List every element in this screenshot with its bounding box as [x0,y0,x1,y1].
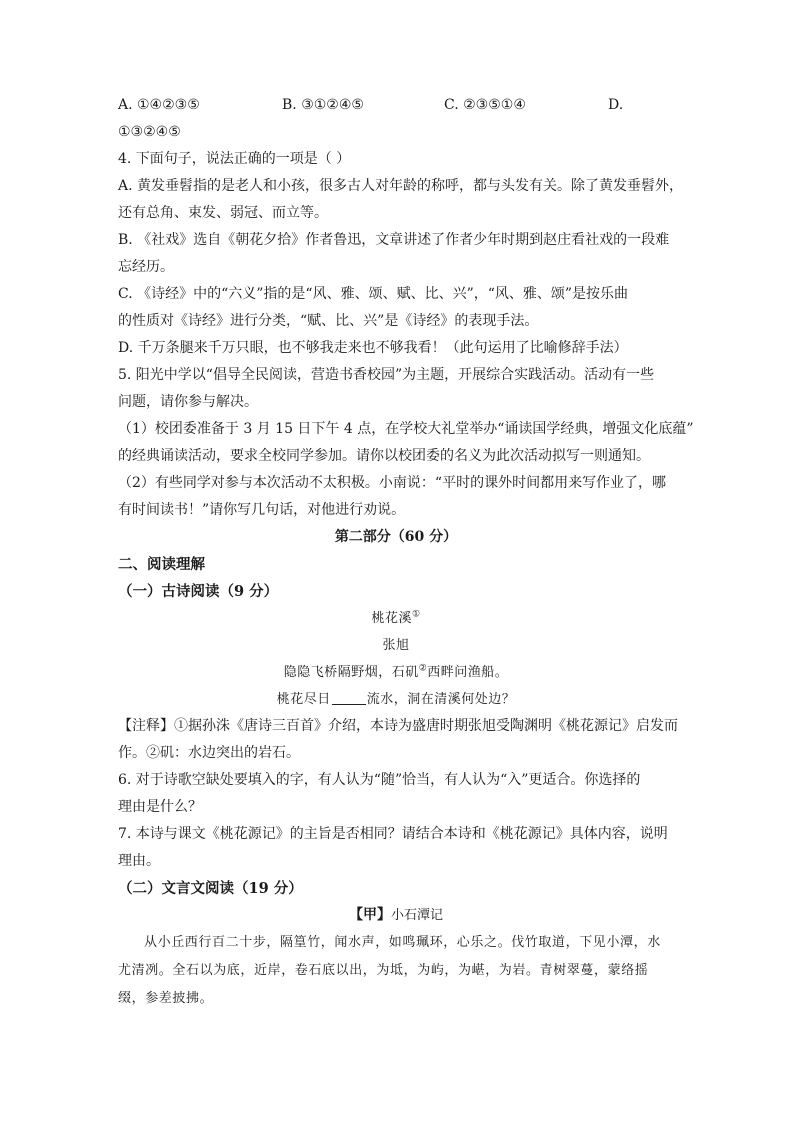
passage-jia-text: 从小丘西行百二十步，隔篁竹，闻水声，如鸣珮环，心乐之。伐竹取道，下见小潭，水尤清冽。全石以为底，近岸，卷石底以出，为坻，为屿，为嵁，为岩。青树翠蔓，蒙络摇缀，参差披拂。 [118,935,661,1006]
poem-line-1 [118,659,674,686]
subsection-title-poem: （一）古诗阅读（9 分） [118,583,279,600]
q4-option-b-line2: 忘经历。 [118,259,174,275]
q4-option-a-line1: A. 黄发垂髫指的是老人和小孩，很多古人对年龄的称呼，都与头发有关。除了黄发垂髫外， [118,178,684,194]
q4-option-a-line2: 还有总角、束发、弱冠、而立等。 [118,205,328,221]
poem-blank [332,690,366,705]
poem-title [118,605,674,632]
q5-sub2-line1: （2）有些同学对参与本次活动不太积极。小南说：“平时的课外时间都用来写作业了，哪 [118,475,667,491]
q5-sub1-line2: 的经典诵读活动，要求全校同学参加。请你以校团委的名义为此次活动拟写一则通知。 [118,448,650,464]
q5-stem-line2: 问题，请你参与解决。 [118,394,258,410]
poem-line-2 [118,686,674,713]
q4-stem: 4. 下面句子，说法正确的一项是（ ） [118,151,351,167]
subsection-title-classical: （二）文言文阅读（19 分） [118,880,303,897]
q4-option-b-line1: B. 《社戏》选自《朝花夕拾》作者鲁迅，文章讲述了作者少年时期到赵庄看社戏的一段难 [118,232,670,248]
q5-sub2-line2: 有时间读书！”请你写几句话，对他进行劝说。 [118,502,406,518]
notes-line1: 【注释】①据孙洙《唐诗三百首》介绍，本诗为盛唐时期张旭受陶渊明《桃花源记》启发而 [118,718,678,734]
q7-line2: 理由。 [118,853,160,869]
poem-title-footnote: ① [411,609,421,620]
q5-sub1-line1: （1）校团委准备于 3 月 15 日下午 4 点，在学校大礼堂举办“诵读国学经典，增强文化底蕴” [118,421,694,437]
section-title-reading: 二、阅读理解 [118,556,205,573]
poem-author: 张旭 [382,638,410,653]
passage-jia-heading [118,902,674,929]
q3-option-d: D. [608,97,624,113]
q3-option-a: A. ①④②③⑤ [118,97,200,113]
poem-line-footnote: ② [418,663,428,674]
q3-option-c: C. ②③⑤①④ [444,97,526,113]
notes-line2: 作。②矶：水边突出的岩石。 [118,745,300,761]
poem-line-1b: 西畔问渔船。 [427,665,509,680]
q5-stem-line1: 5. 阳光中学以“倡导全民阅读，营造书香校园”为主题，开展综合实践活动。活动有一些 [118,367,655,383]
poem-line-2b: 流水，洞在清溪何处边？ [366,692,516,707]
q3-options [118,92,674,119]
q6-line1: 6. 对于诗歌空缺处要填入的字，有人认为“随”恰当，有人认为“入”更适合。你选择的 [118,772,641,788]
poem-title-text: 桃花溪 [371,611,412,626]
q7-line1: 7. 本诗与课文《桃花源记》的主旨是否相同？请结合本诗和《桃花源记》具体内容，说明 [118,826,668,842]
q4-option-c-line1: C. 《诗经》中的“六义”指的是“风、雅、颂、赋、比、兴”，“风、雅、颂”是按乐曲 [118,286,629,302]
poem-line-2a: 桃花尽日 [276,692,331,707]
exam-page [118,92,694,1013]
passage-jia-label: 【甲】 [348,907,391,923]
part2-title: 第二部分（60 分） [334,529,458,545]
q3-option-b: B. ③①②④⑤ [282,97,364,113]
q4-option-d: D. 千万条腿来千万只眼，也不够我走来也不够我看！（此句运用了比喻修辞手法） [118,340,628,356]
poem-line-1a: 隐隐飞桥隔野烟，石矶 [283,665,419,680]
passage-jia-title: 小石潭记 [390,908,443,923]
q4-option-c-line2: 的性质对《诗经》进行分类，“赋、比、兴”是《诗经》的表现手法。 [118,313,539,329]
q6-line2: 理由是什么？ [118,799,202,815]
q3-option-d-text: ①③②④⑤ [118,124,181,140]
